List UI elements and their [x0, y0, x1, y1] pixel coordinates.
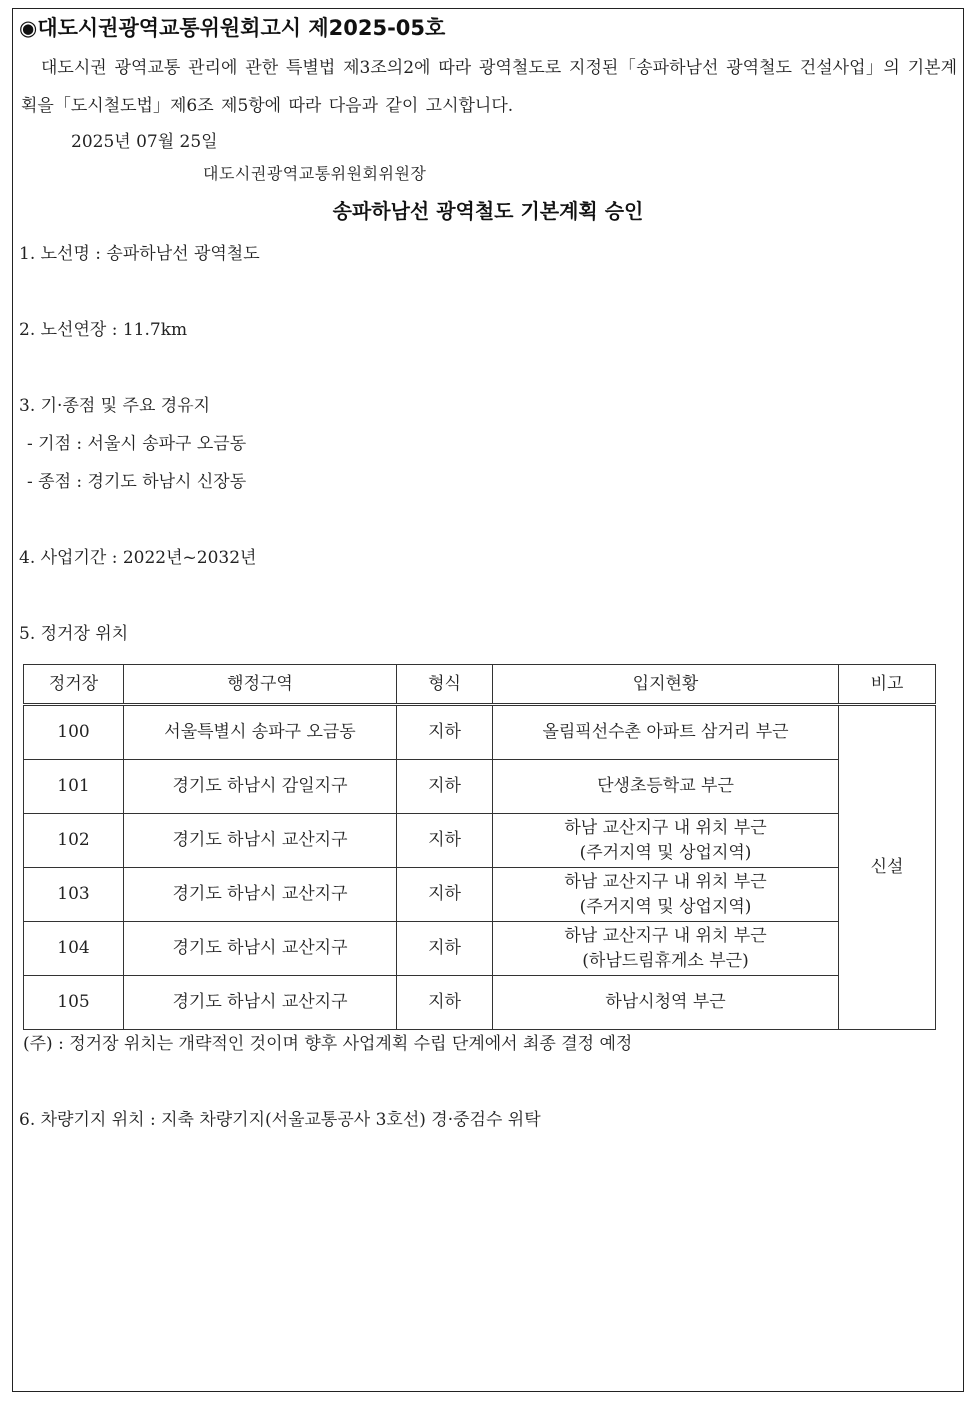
location-line-1: 하남시청역 부근 [605, 992, 726, 1012]
station-location [493, 976, 839, 1030]
location-line-1: 하남 교산지구 내 위치 부근 [564, 925, 767, 946]
item-depot: 6. 차량기지 위치 : 지축 차량기지(서울교통공사 3호선) 경·중검수 위탁 [19, 1110, 541, 1130]
table-row [24, 922, 936, 976]
header-station: 정거장 [24, 665, 124, 705]
table-row [24, 760, 936, 814]
station-number: 100 [24, 705, 124, 760]
table-header-row [24, 665, 936, 705]
station-location [493, 814, 839, 868]
station-location [493, 760, 839, 814]
header-location: 입지현황 [493, 665, 839, 705]
table-row [24, 814, 936, 868]
station-type: 지하 [397, 705, 493, 760]
station-district: 경기도 하남시 교산지구 [124, 922, 397, 976]
station-district: 경기도 하남시 감일지구 [124, 760, 397, 814]
station-type: 지하 [397, 976, 493, 1030]
location-line-1: 하남 교산지구 내 위치 부근 [564, 871, 767, 892]
notice-date: 2025년 07월 25일 [71, 132, 218, 152]
header-type: 형식 [397, 665, 493, 705]
station-number: 104 [24, 922, 124, 976]
station-location [493, 705, 839, 760]
station-district: 경기도 하남시 교산지구 [124, 868, 397, 922]
item-endpoints: 3. 기·종점 및 주요 경유지 [19, 396, 211, 416]
notice-heading: ◉대도시권광역교통위원회고시 제2025-05호 [19, 16, 446, 40]
station-district: 서울특별시 송파구 오금동 [124, 705, 397, 760]
table-note: (주) : 정거장 위치는 개략적인 것이며 향후 사업계획 수립 단계에서 최종 결정 예정 [23, 1034, 633, 1054]
item-end-point: - 종점 : 경기도 하남시 신장동 [27, 472, 247, 492]
location-line-2: (하남드림휴게소 부근) [582, 950, 749, 971]
location-line-1: 하남 교산지구 내 위치 부근 [564, 817, 767, 838]
item-route-length: 2. 노선연장 : 11.7km [19, 320, 188, 340]
station-location [493, 922, 839, 976]
station-district: 경기도 하남시 교산지구 [124, 814, 397, 868]
station-type: 지하 [397, 922, 493, 976]
table-row [24, 705, 936, 760]
location-line-1: 단생초등학교 부근 [597, 776, 734, 796]
station-number: 105 [24, 976, 124, 1030]
station-remark: 신설 [839, 705, 936, 1030]
item-start-point: - 기점 : 서울시 송파구 오금동 [27, 434, 247, 454]
table-row [24, 868, 936, 922]
location-line-2: (주거지역 및 상업지역) [579, 842, 752, 863]
header-remark: 비고 [839, 665, 936, 705]
item-route-name: 1. 노선명 : 송파하남선 광역철도 [19, 244, 260, 264]
notice-title: 송파하남선 광역철도 기본계획 승인 [332, 199, 644, 223]
issuer: 대도시권광역교통위원회위원장 [203, 164, 427, 183]
table-row [24, 976, 936, 1030]
item-period: 4. 사업기간 : 2022년~2032년 [19, 548, 257, 568]
station-table [23, 664, 936, 1030]
station-number: 103 [24, 868, 124, 922]
station-location [493, 868, 839, 922]
station-number: 102 [24, 814, 124, 868]
item-stations: 5. 정거장 위치 [19, 624, 129, 644]
station-district: 경기도 하남시 교산지구 [124, 976, 397, 1030]
station-type: 지하 [397, 868, 493, 922]
station-type: 지하 [397, 814, 493, 868]
station-number: 101 [24, 760, 124, 814]
header-district: 행정구역 [124, 665, 397, 705]
intro-paragraph: 대도시권 광역교통 관리에 관한 특별법 제3조의2에 따라 광역철도로 지정된「송파하남선 광역철도 건설사업」의 기본계획을「도시철도법」제6조 제5항에 따라 다음과 같이 고시합니다. [21, 58, 957, 116]
notice-page [12, 8, 964, 1392]
location-line-2: (주거지역 및 상업지역) [579, 896, 752, 917]
station-type: 지하 [397, 760, 493, 814]
location-line-1: 올림픽선수촌 아파트 삼거리 부근 [542, 722, 789, 742]
